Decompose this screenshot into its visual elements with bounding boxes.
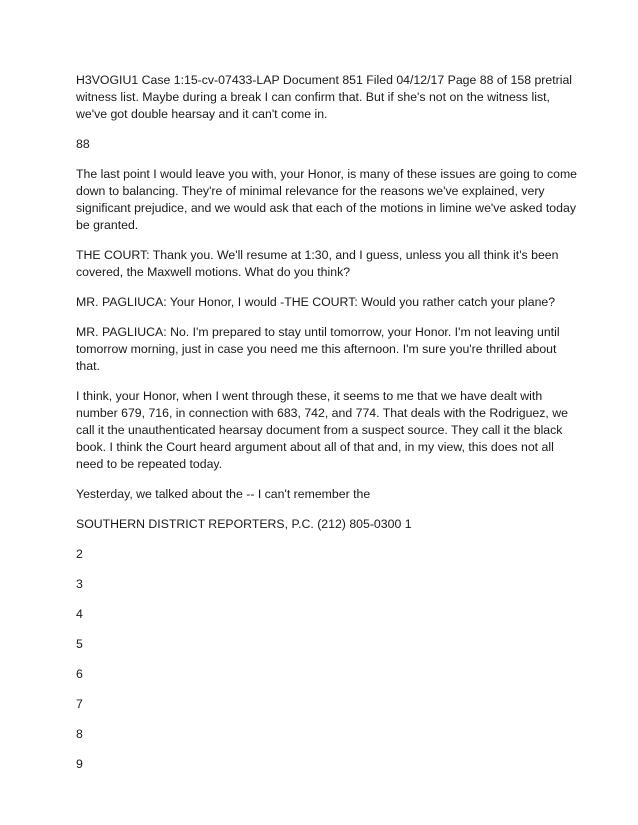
page-number: 88 <box>76 137 90 151</box>
body-paragraph: MR. PAGLIUCA: Your Honor, I would -THE COURT: Would you rather catch your plane? <box>76 295 556 309</box>
body-paragraph: The last point I would leave you with, your Honor, is many of these issues are going to come down to balancing. They're of minimal relevance for the reasons we've explained, very significant prejudice, and we would ask that each of the motions in limine we've asked today be granted. <box>76 167 578 232</box>
line-number: 4 <box>76 607 83 621</box>
line-number: 5 <box>76 637 83 651</box>
header-paragraph: H3VOGIU1 Case 1:15-cv-07433-LAP Document 851 Filed 04/12/17 Page 88 of 158 pretrial witness list. Maybe during a break I can confirm that. But if she's not on the witness list, we've got double hearsay and it can't come in. <box>76 73 573 121</box>
line-number: 9 <box>76 757 83 771</box>
line-number: 3 <box>76 577 83 591</box>
line-number: 7 <box>76 697 83 711</box>
line-number: 8 <box>76 727 83 741</box>
body-paragraph: I think, your Honor, when I went through these, it seems to me that we have dealt with number 679, 716, in connection with 683, 742, and 774. That deals with the Rodriguez, we call it the unauthenticated hearsay document from a suspect source. They call it the black book. I think the Court heard argument about all of that and, in my view, this does not all need to be repeated today. <box>76 389 568 471</box>
reporter-footer: SOUTHERN DISTRICT REPORTERS, P.C. (212) 805-0300 1 <box>76 517 412 531</box>
line-number: 6 <box>76 667 83 681</box>
body-paragraph: THE COURT: Thank you. We'll resume at 1:30, and I guess, unless you all think it's been covered, the Maxwell motions. What do you think? <box>76 248 559 279</box>
body-paragraph: Yesterday, we talked about the -- I can't remember the <box>76 487 371 501</box>
body-paragraph: MR. PAGLIUCA: No. I'm prepared to stay until tomorrow, your Honor. I'm not leaving until tomorrow morning, just in case you need me this afternoon. I'm sure you're thrilled about that. <box>76 325 560 373</box>
line-number: 2 <box>76 547 83 561</box>
